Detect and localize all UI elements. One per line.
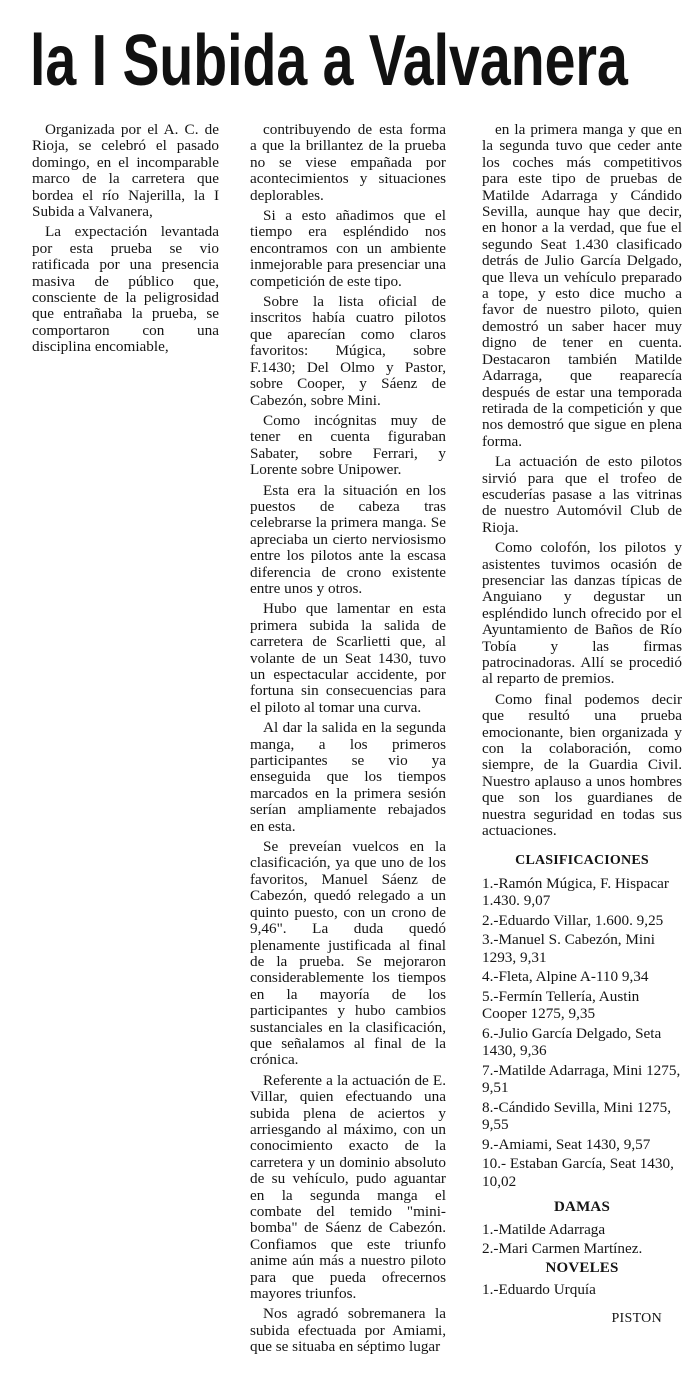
paragraph: Referente a la actuación de E. Villar, quien efectuando una subida plena de aciertos y arriesgando al máximo, con un conocimiento exacto de la carretera y un dominio absoluto de su vehículo, pudo aguantar en la segunda manga el combate del temido "mini-bomba" de Sáenz de Cabezón. Confiamos que este triunfo anime aún más a nuestro piloto para que pueda ofrecernos mayores triunfos.	[250, 1071, 446, 1303]
author-signature: PISTON	[611, 1310, 662, 1326]
list-item: 2.-Eduardo Villar, 1.600. 9,25	[482, 911, 664, 929]
list-item: 1.-Ramón Múgica, F. Hispacar 1.430. 9,07	[482, 874, 669, 910]
noveles-list	[482, 1281, 682, 1299]
column-1	[32, 122, 219, 356]
paragraph: La expectación levantada por esta prueba se vio ratificada por una presencia masiva de público que, consciente de la peligrosidad que entrañaba la prueba, se comportaron con una disciplina encomiable,	[32, 223, 219, 356]
list-item: 8.-Cándido Sevilla, Mini 1275, 9,55	[482, 1098, 671, 1134]
paragraph: Hubo que lamentar en esta primera subida la salida de carretera de Scarlietti que, al volante de un Seat 1430, tuvo un espectacular accidente, por fortuna sin consecuencias para el piloto al tomar una curva.	[250, 600, 446, 716]
list-item: 6.-Julio García Delgado, Seta 1430, 9,36	[482, 1024, 662, 1060]
paragraph: Como final podemos decir que resultó una prueba emocionante, bien organizada y con la colaboración, como siempre, de la Guardia Civil. Nuestro aplauso a unos hombres que son los guardianes de nuestra seguridad en todas sus actuaciones.	[482, 690, 682, 840]
list-item: 1.-Matilde Adarraga	[482, 1220, 606, 1238]
list-item: 5.-Fermín Tellería, Austin Cooper 1275, 9,35	[482, 987, 640, 1023]
paragraph: Al dar la salida en la segunda manga, a los primeros participantes se vio ya enseguida que los tiempos marcados en la primera sesión serían ampliamente rebajados en esta.	[250, 719, 446, 835]
clasificaciones-heading: CLASIFICACIONES	[515, 853, 649, 869]
paragraph: Como colofón, los pilotos y asistentes tuvimos ocasión de presenciar las danzas típicas de Anguiano y degustar un espléndido lunch ofrecido por el Ayuntamiento de Baños de Río Tobía y las firmas patrocinadoras. Allí se procedió al reparto de premios.	[482, 539, 682, 688]
paragraph: Nos agradó sobremanera la subida efectuada por Amiami, que se situaba en séptimo lugar	[250, 1305, 446, 1356]
paragraph: en la primera manga y que en la segunda tuvo que ceder ante los coches más competitivos para este tipo de pruebas de Matilde Adarraga y Cándido Sevilla, aunque hay que decir, en honor a la verdad, que fue el segundo Seat 1.430 clasificado detrás de Julio García Delgado, que lleva un vehículo preparado a tope, y esto dice mucho a favor de nuestro piloto, quien demostró un saber hacer muy digno de tener en cuenta. Destacaron también Matilde Adarraga, que reaparecía después de estar una temporada retirada de la competición y que nos demostró que sigue en plena forma.	[482, 121, 682, 450]
list-item: 4.-Fleta, Alpine A-110 9,34	[482, 968, 649, 986]
list-item: 3.-Manuel S. Cabezón, Mini 1293, 9,31	[482, 931, 655, 966]
list-item: 7.-Matilde Adarraga, Mini 1275, 9,51	[482, 1061, 681, 1097]
list-item: 10.- Estaban García, Seat 1430, 10,02	[482, 1155, 674, 1190]
list-item: 2.-Mari Carmen Martínez.	[482, 1240, 643, 1258]
paragraph: Se preveían vuelcos en la clasificación, ya que uno de los favoritos, Manuel Sáenz de Cabezón, quedó relegado a un quinto puesto, con un crono de 9,46". La duda quedó plenamente justificada al final de la prueba. Se mejoraron considerablemente los tiempos en la mayoría de los participantes y hubo cambios sustanciales en la clasificación, que señalamos al final de la crónica.	[250, 838, 446, 1069]
noveles-heading: NOVELES	[545, 1259, 619, 1276]
paragraph: Si a esto añadimos que el tiempo era espléndido nos encontramos con un ambiente inmejorable para presenciar una competición de este tipo.	[250, 207, 446, 290]
column-2	[250, 122, 446, 1356]
column-3	[482, 122, 682, 1327]
damas-heading: DAMAS	[554, 1199, 610, 1216]
list-item: 9.-Amiami, Seat 1430, 9,57	[482, 1135, 651, 1153]
headline: la I Subida a Valvanera	[30, 21, 628, 101]
clasificaciones-list	[482, 875, 682, 1191]
paragraph: Esta era la situación en los puestos de cabeza tras celebrarse la primera manga. Se apreciaba un cierto nerviosismo entre los pilotos ante la escasa diferencia de crono existente entre unos y otros.	[250, 481, 446, 597]
list-item: 1.-Eduardo Urquía	[482, 1281, 596, 1299]
damas-list	[482, 1221, 682, 1258]
paragraph: Organizada por el A. C. de Rioja, se celebró el pasado domingo, en el incomparable marco de la carretera que bordea el río Najerilla, la I Subida a Valvanera,	[32, 121, 219, 221]
paragraph: Como incógnitas muy de tener en cuenta figuraban Sabater, sobre Ferrari, y Lorente sobre Unipower.	[250, 411, 446, 479]
paragraph: contribuyendo de esta forma a que la brillantez de la prueba no se viese empañada por acontecimientos y situaciones deplorables.	[250, 121, 446, 204]
paragraph: La actuación de esto pilotos sirvió para que el trofeo de escuderías pasase a las vitrinas de nuestro Automóvil Club de Rioja.	[482, 453, 682, 536]
paragraph: Sobre la lista oficial de inscritos había cuatro pilotos que aparecían como claros favoritos: Múgica, sobre F.1430; Del Olmo y Pastor, sobre Cooper, y Sáenz de Cabezón, sobre Mini.	[250, 293, 446, 409]
